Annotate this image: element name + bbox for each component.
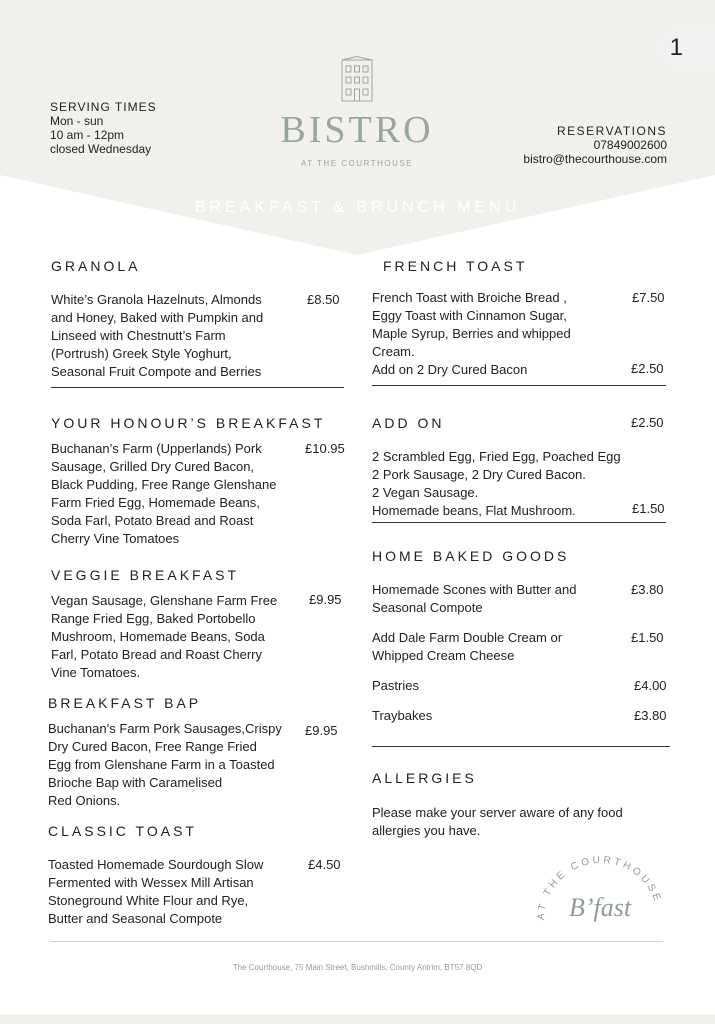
divider [372, 522, 666, 523]
desc-line: Butter and Seasonal Compote [48, 911, 223, 926]
desc-line: Range Fried Egg, Baked Portobello [51, 611, 256, 626]
desc-line: Farm Fried Egg, Homemade Beans, [51, 495, 260, 510]
baked-item [372, 629, 622, 665]
desc-line: Red Onions. [48, 793, 121, 808]
logo-title: BISTRO [280, 109, 434, 151]
honour-price: £10.95 [305, 441, 345, 456]
baked-item: Traybakes [372, 708, 433, 723]
desc-line: 2 Vegan Sausage. [372, 485, 479, 500]
page-number: 1 [669, 34, 683, 61]
desc-line: and Honey, Baked with Pumpkin and [51, 310, 264, 325]
desc-line: 2 Pork Sausage, 2 Dry Cured Bacon. [372, 467, 586, 482]
desc-line: Vine Tomatoes. [51, 665, 141, 680]
divider [372, 385, 666, 386]
veggie-description [51, 592, 301, 682]
desc-line: Farl, Potato Bread and Roast Cherry [51, 647, 262, 662]
divider [51, 387, 344, 388]
add-on-extra-label: Homemade beans, Flat Mushroom. [372, 503, 576, 518]
baked-item [372, 581, 622, 617]
french-toast-addon-price: £2.50 [631, 361, 664, 376]
desc-line: Seasonal Compote [372, 600, 483, 615]
granola-description [51, 291, 301, 381]
desc-line: Eggy Toast with Cinnamon Sugar, [372, 308, 567, 323]
desc-line: Homemade Scones with Butter and [372, 582, 577, 597]
allergies-text [372, 804, 672, 840]
bfast-stamp-logo [530, 838, 670, 934]
desc-line: Toasted Homemade Sourdough Slow [48, 857, 264, 872]
desc-line: Brioche Bap with Caramelised [48, 775, 223, 790]
stamp-ring-text: AT THE COURTHOUSE [535, 854, 664, 921]
granola-heading: GRANOLA [51, 258, 141, 274]
veggie-heading: VEGGIE BREAKFAST [51, 567, 240, 583]
building-icon [341, 56, 373, 102]
veggie-price: £9.95 [309, 592, 342, 607]
desc-line: (Portrush) Greek Style Yoghurt, [51, 346, 232, 361]
menu-title: BREAKFAST & BRUNCH MENU [194, 199, 521, 216]
toast-price: £4.50 [308, 857, 341, 872]
bap-price: £9.95 [305, 723, 338, 738]
desc-line: 2 Scrambled Egg, Fried Egg, Poached Egg [372, 449, 621, 464]
desc-line: Add Dale Farm Double Cream or [372, 630, 563, 645]
desc-line: Cream. [372, 344, 415, 359]
desc-line: Egg from Glenshane Farm in a Toasted [48, 757, 275, 772]
baked-item-price: £4.00 [634, 678, 667, 693]
add-on-extra-price: £1.50 [632, 501, 665, 516]
footer-divider [50, 941, 663, 942]
desc-line: Dry Cured Bacon, Free Range Fried [48, 739, 257, 754]
serving-hours: 10 am - 12pm [50, 128, 125, 142]
desc-line: Vegan Sausage, Glenshane Farm Free [51, 593, 278, 608]
reservations [523, 124, 667, 166]
desc-line: Maple Syrup, Berries and whipped [372, 326, 571, 341]
desc-line: Linseed with Chestnutt’s Farm [51, 328, 226, 343]
footer-address: The Courthouse, 75 Main Street, Bushmills, County Antrim, BT57 8QD [232, 963, 483, 972]
baked-item-price: £3.80 [634, 708, 667, 723]
logo-subtitle: AT THE COURTHOUSE [300, 159, 414, 168]
bottom-band [0, 1014, 715, 1024]
reservations-email: bistro@thecourthouse.com [523, 152, 667, 166]
desc-line: Fermented with Wessex Mill Artisan [48, 875, 254, 890]
desc-line: Black Pudding, Free Range Glenshane [51, 477, 277, 492]
add-on-price: £2.50 [631, 415, 664, 430]
stamp-brand: B’fast [568, 893, 632, 922]
serving-times-heading: SERVING TIMES [50, 100, 157, 114]
toast-heading: CLASSIC TOAST [48, 823, 197, 839]
serving-days: Mon - sun [50, 114, 104, 128]
bap-description [48, 720, 303, 810]
french-toast-price: £7.50 [632, 290, 665, 305]
baked-item-price: £3.80 [631, 582, 664, 597]
desc-line: Seasonal Fruit Compote and Berries [51, 364, 262, 379]
honour-description [51, 440, 301, 548]
baked-item-price: £1.50 [631, 630, 664, 645]
desc-line: allergies you have. [372, 823, 481, 838]
toast-description [48, 856, 303, 928]
add-on-heading: ADD ON [372, 415, 445, 431]
desc-line: Soda Farl, Potato Bread and Roast [51, 513, 254, 528]
divider [372, 746, 670, 747]
serving-closed: closed Wednesday [50, 142, 152, 156]
desc-line: Stoneground White Flour and Rye, [48, 893, 249, 908]
desc-line: Sausage, Grilled Dry Cured Bacon, [51, 459, 255, 474]
desc-line: Mushroom, Homemade Beans, Soda [51, 629, 265, 644]
allergies-heading: ALLERGIES [372, 770, 477, 786]
desc-line: Buchanan’s Farm Pork Sausages,Crispy [48, 721, 282, 736]
granola-price: £8.50 [307, 292, 340, 307]
reservations-heading: RESERVATIONS [556, 124, 667, 138]
serving-times [50, 100, 157, 156]
desc-line: Cherry Vine Tomatoes [51, 531, 180, 546]
french-toast-heading: FRENCH TOAST [383, 258, 528, 274]
reservations-phone: 07849002600 [593, 138, 667, 152]
french-toast-addon-label: Add on 2 Dry Cured Bacon [372, 362, 528, 377]
honour-heading: YOUR HONOUR’S BREAKFAST [51, 415, 326, 431]
add-on-description [372, 448, 662, 502]
home-baked-heading: HOME BAKED GOODS [372, 548, 570, 564]
desc-line: French Toast with Broiche Bread , [372, 290, 567, 305]
page-tab [653, 18, 715, 78]
desc-line: White’s Granola Hazelnuts, Almonds [51, 292, 262, 307]
baked-item: Pastries [372, 678, 419, 693]
desc-line: Buchanan’s Farm (Upperlands) Pork [51, 441, 262, 456]
desc-line: Whipped Cream Cheese [372, 648, 515, 663]
french-toast-description [372, 289, 622, 361]
desc-line: Please make your server aware of any food [372, 805, 623, 820]
bap-heading: BREAKFAST BAP [48, 695, 202, 711]
